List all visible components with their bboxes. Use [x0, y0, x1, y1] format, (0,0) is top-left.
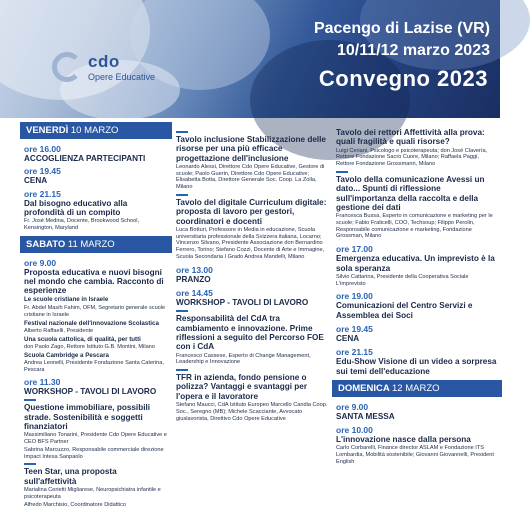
event-speakers: Alfredo Marchisio, Coordinatore Didattico: [24, 501, 126, 508]
event-time: ore 21.15: [336, 347, 373, 358]
event-speakers: Stefano Maucci, CdA Istituto Europeo Marcello Candia Coop. Soc., Seregno (MB); Michele Scacciante, Avvocato giuslavorista, Direttivo Cdo Opere Educative: [176, 401, 328, 422]
divider: [176, 194, 188, 196]
event-title: WORKSHOP - TAVOLI DI LAVORO: [24, 387, 157, 397]
divider: [336, 171, 348, 173]
event-title: PRANZO: [176, 274, 211, 284]
session-title: Una scuola cattolica, di qualità, per tutti: [24, 335, 141, 343]
day-header-saturday: [20, 236, 172, 253]
event-dates: 10/11/12 marzo 2023: [336, 42, 490, 59]
event-title: WORKSHOP - TAVOLI DI LAVORO: [176, 298, 309, 308]
event-title: Teen Star, una proposta sull'affettività: [24, 467, 117, 486]
event-time: ore 19.45: [24, 166, 61, 177]
event-title: Comunicazioni del Centro Servizi e Assemblea dei Soci: [336, 301, 473, 320]
session-speaker: Fr. Abdel Masih Fahim, OFM, Segretario generale scuole cristiane in Israele: [24, 304, 166, 318]
event-title: Dal bisogno educativo alla profondità di un compito: [24, 198, 128, 217]
event-speakers: Massimiliano Tonarini, Presidente Cdo Opere Educative e CEO BFS Partner: [24, 432, 167, 445]
event-time: ore 9.00: [336, 401, 369, 412]
day-header-sunday: [332, 380, 502, 397]
divider: [24, 463, 36, 465]
event-speakers: Sabrina Marcuzzo, Responsabile commerciale direzione Impact Intesa Sanpaolo: [24, 446, 164, 460]
event-title: ACCOGLIENZA PARTECIPANTI: [24, 154, 146, 163]
cdo-logo-icon: [52, 52, 82, 82]
day-date: 10 MARZO: [70, 125, 119, 136]
divider: [24, 399, 36, 401]
session-speaker: don Paolo Zago, Rettore Istituto G.B. Montini, Milano: [24, 344, 155, 351]
event-speakers: Marialina Cerietti Migliarese, Neuropsichiatra infantile e psicoterapeuta: [24, 486, 161, 500]
org-name: cdo: [88, 52, 120, 71]
program-column-2: [176, 128, 328, 510]
event-title: Responsabilità del CdA tra cambiamento e innovazione. Prime riflessioni a seguito del Percorso FOE con i CdA: [176, 314, 324, 352]
event-time: ore 11.30: [24, 377, 61, 388]
day-name: SABATO: [26, 238, 66, 250]
event-title: Tavolo inclusione Stabilizzazione delle risorse per una più efficace progettazione dell'inclusione: [176, 135, 326, 163]
event-title: L'innovazione nasce dalla persona: [336, 435, 471, 445]
event-title: Questione immobiliare, possibili strade. Sostenibilità e soggetti finanziatori: [24, 403, 151, 431]
event-speakers: Fr. José Medina, Docente, Brookwood School, Kensington, Maryland: [24, 218, 140, 231]
event-time: ore 16.00: [24, 144, 61, 154]
event-title: Tavolo della comunicazione Avessi un dato... Spunti di riflessione sull'importanza della raccolta e della gestione dei dati: [336, 174, 485, 212]
event-title: SANTA MESSA: [336, 411, 395, 421]
event-title: CENA: [336, 333, 360, 343]
event-speakers: Carlo Corbarelli, Finance director ASLAM e Fondazione ITS Lombardia, Mobilità sostenibile; Giovanni Giovannelli, President English: [336, 445, 494, 465]
divider: [176, 369, 188, 371]
session-speaker: Alberto Raffaelli, Presidente: [24, 327, 94, 334]
session-speaker: Andrea Leonelli, Presidente Fondazione Santa Caterina, Pescara: [24, 360, 164, 374]
event-time: ore 9.00: [24, 257, 57, 268]
event-speakers: Francesco Cassese, Esperto di Change Management, Leadership e Innovazione: [176, 352, 311, 366]
day-header-friday: [20, 122, 172, 139]
program-column-1: [24, 122, 168, 508]
event-speakers: Leonardo Alessi, Direttore Cdo Opere Educative, Gestore di scuole; Paolo Guerin, Direttore Cdo Opere Educative; Elisabetta Botta, Direttore Generale Soc. Coop. La Zolla, Milano: [176, 163, 325, 191]
event-location: Pacengo di Lazise (VR): [313, 20, 490, 37]
event-time: ore 21.15: [24, 188, 61, 199]
event-time: ore 17.00: [336, 244, 373, 255]
event-speakers: Francesca Bussa, Esperto in comunicazione e marketing per le scuole; Fabio Fraticelli, COO, Techsoup; Filippo Perolin, Responsabile comunicazione e marketing, Fondazione Grossman, Milano: [336, 213, 493, 240]
event-time: ore 13.00: [176, 264, 213, 275]
day-name: DOMENICA: [338, 382, 390, 394]
event-title: Emergenza educativa. Un imprevisto è la sola speranza: [336, 254, 495, 273]
event-title: Tavolo dei rettori Affettività alla prova: quali fragilità e quali risorse?: [336, 128, 485, 147]
event-time: ore 10.00: [336, 425, 373, 436]
day-name: VENERDÌ: [26, 125, 69, 136]
day-date: 11 MARZO: [67, 238, 115, 250]
event-title: TFR in azienda, fondo pensione o polizza? Vantaggi e svantaggi per l'opera e il lavoratore: [176, 373, 308, 401]
org-subtitle: Opere Educative: [88, 72, 156, 82]
session-title: Festival nazionale dell'innovazione Scolastica: [24, 319, 159, 327]
event-speakers: Luigi Ceriani, Psicologo e psicoterapeuta; don José Clavería, Rettore Fondazione Sacro Cuore, Milano; Raffaela Paggi, Rettore Fondazione Grossmann, Milano: [336, 147, 488, 168]
event-time: ore 19.00: [336, 291, 373, 302]
event-time: ore 14.45: [176, 288, 213, 299]
header-banner: [0, 0, 500, 118]
program-column-3: [336, 128, 498, 510]
event-title: CENA: [24, 176, 48, 186]
session-title: Scuola Cambridge a Pescara: [24, 352, 109, 360]
event-time: ore 19.45: [336, 323, 373, 334]
event-title: Tavolo del digitale Curriculum digitale: proposta di lavoro per gestori, coordinatori e docenti: [176, 198, 327, 226]
session-title: Le scuole cristiane in Israele: [24, 296, 109, 304]
day-date: 12 MARZO: [392, 382, 440, 394]
event-speakers: Silvio Cattarina, Presidente della Cooperativa Sociale L'imprevisto: [336, 273, 469, 287]
event-title: Proposta educativa e nuovi bisogni nel mondo che cambia. Racconto di esperienze: [24, 267, 164, 296]
event-title: Convegno 2023: [318, 66, 488, 91]
event-title: Edu-Show Visione di un video a sorpresa sui temi dell'educazione: [336, 357, 497, 376]
event-speakers: Luca Botturi, Professore in Media in educazione, Scuola universitaria professionale della Svizzera italiana, Locarno; Vincenzo Silvano, Presidente Associazione don Bernardino Ferrero, Torino; Stefano Cozzi, Docente di Arte e Immagine, Scuola Secondaria I Grado Andrea Mandelli, Milano: [176, 226, 325, 261]
divider: [176, 310, 188, 312]
divider: [176, 131, 188, 133]
